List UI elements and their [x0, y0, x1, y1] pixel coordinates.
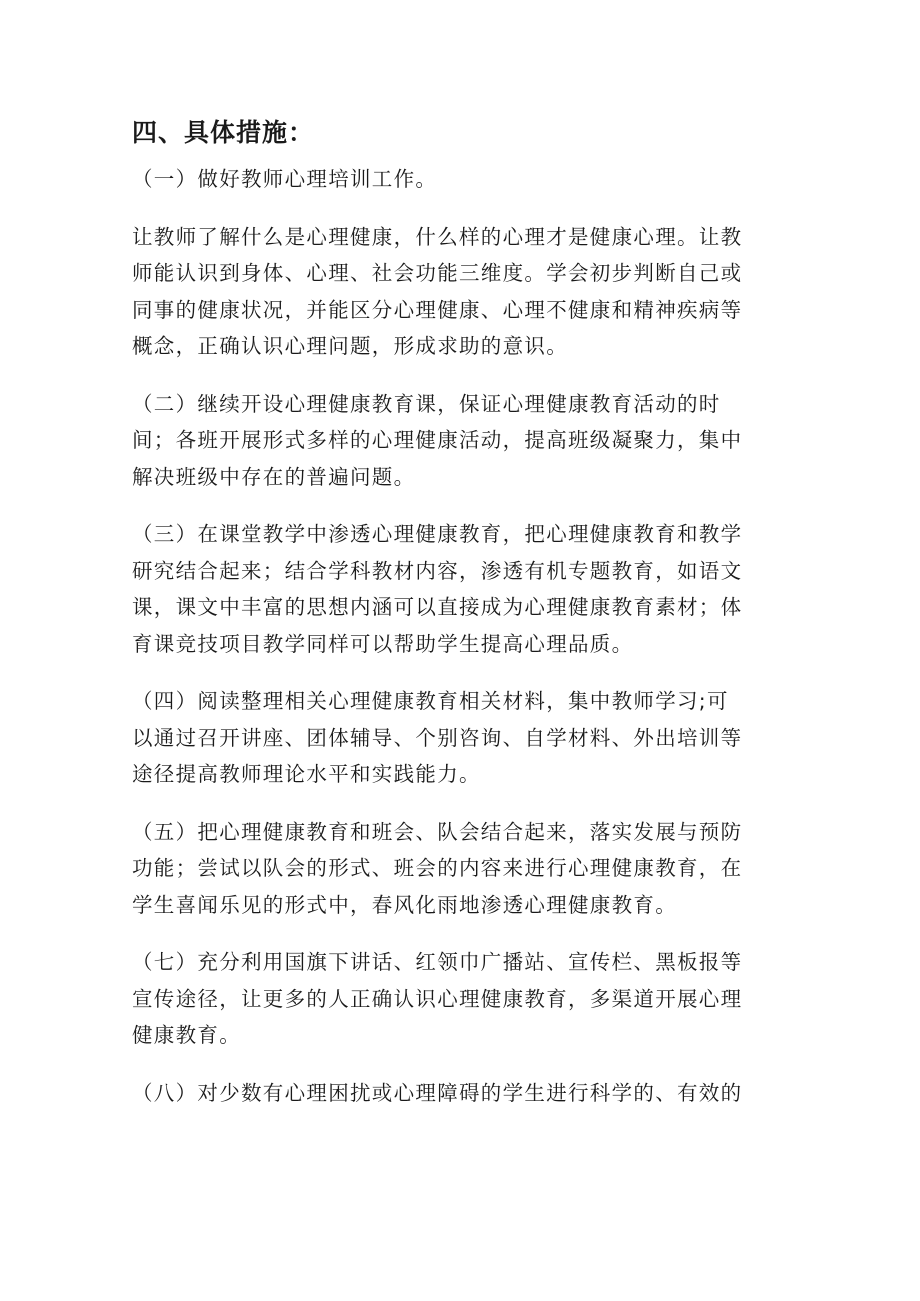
paragraph-7: [132, 944, 792, 1054]
paragraph-8: [132, 1075, 792, 1112]
paragraph-line: 研究结合起来；结合学科教材内容，渗透有机专题教育，如语文: [132, 558, 743, 583]
paragraph-6: [132, 814, 792, 924]
paragraph-line: 师能认识到身体、心理、社会功能三维度。学会初步判断自己或: [132, 261, 743, 285]
paragraph-3: [132, 386, 792, 496]
paragraph-line: 让教师了解什么是心理健康，什么样的心理才是健康心理。让教: [132, 224, 743, 249]
paragraph-line: （三）在课堂教学中渗透心理健康教育，把心理健康教育和教学: [132, 522, 743, 546]
paragraph-line: 学生喜闻乐见的形式中，春风化雨地渗透心理健康教育。: [132, 892, 677, 917]
paragraph-line: （七）充分利用国旗下讲话、红领巾广播站、宣传栏、黑板报等: [132, 950, 743, 974]
paragraph-5: [132, 683, 792, 793]
document-page: [132, 108, 792, 1132]
paragraph-line: （二）继续开设心理健康教育课，保证心理健康教育活动的时: [132, 391, 721, 416]
paragraph-line: 课，课文中丰富的思想内涵可以直接成为心理健康教育素材；体: [132, 595, 743, 619]
paragraph-line: 育课竞技项目教学同样可以帮助学生提高心理品质。: [132, 631, 634, 656]
paragraph-line: （一）做好教师心理培训工作。: [132, 167, 438, 191]
paragraph-line: 功能；尝试以队会的形式、班会的内容来进行心理健康教育，在: [132, 856, 743, 880]
paragraph-4: [132, 516, 792, 662]
paragraph-line: （五）把心理健康教育和班会、队会结合起来，落实发展与预防: [132, 819, 743, 844]
paragraph-line: （八）对少数有心理困扰或心理障碍的学生进行科学的、有效的: [132, 1080, 743, 1105]
paragraph-line: 途径提高教师理论水平和实践能力。: [132, 762, 481, 786]
paragraph-line: 健康教育。: [132, 1023, 241, 1047]
paragraph-line: 间；各班开展形式多样的心理健康活动，提高班级凝聚力，集中: [132, 428, 743, 452]
paragraph-2: [132, 219, 792, 365]
paragraph-line: 同事的健康状况，并能区分心理健康、心理不健康和精神疾病等: [132, 297, 743, 322]
section-heading: 四、具体措施：: [132, 118, 315, 147]
paragraph-line: 解决班级中存在的普遍问题。: [132, 464, 416, 489]
paragraph-line: 以通过召开讲座、团体辅导、个别咨询、自学材料、外出培训等: [132, 725, 743, 750]
paragraph-line: （四）阅读整理相关心理健康教育相关材料，集中教师学习;可: [132, 689, 729, 713]
paragraph-1: [132, 161, 792, 198]
paragraph-line: 宣传途径，让更多的人正确认识心理健康教育，多渠道开展心理: [132, 986, 743, 1011]
paragraph-line: 概念，正确认识心理问题，形成求助的意识。: [132, 334, 568, 358]
